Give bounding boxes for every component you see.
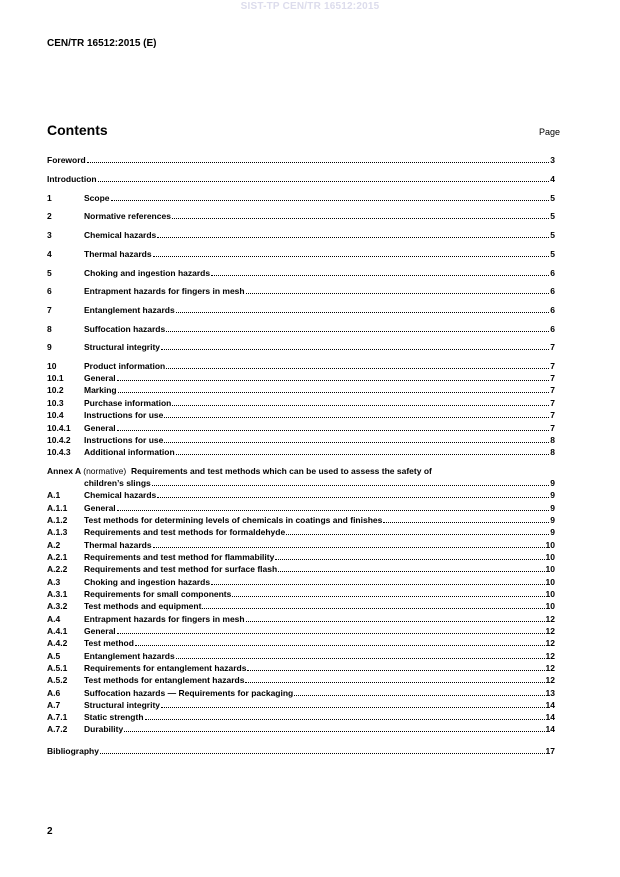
annex-qualifier: (normative) [83, 466, 127, 476]
dot-leader [166, 361, 549, 369]
toc-entry[interactable] [47, 700, 555, 711]
toc-entry-label: Normative references [84, 211, 171, 221]
toc-entry-page: 14 [545, 712, 555, 722]
toc-entry-number: 10.4 [47, 410, 64, 420]
toc-entry[interactable] [47, 373, 555, 384]
toc-entry-label: Introduction [47, 174, 97, 184]
toc-entry-page: 17 [545, 746, 555, 756]
toc-entry-page: 9 [550, 478, 555, 488]
toc-entry-number: A.3.1 [47, 589, 68, 599]
toc-entry[interactable] [47, 385, 555, 396]
toc-entry-page: 12 [545, 614, 555, 624]
toc-entry[interactable] [47, 552, 555, 563]
toc-entry-number: 3 [47, 230, 52, 240]
toc-entry[interactable] [47, 651, 555, 662]
toc-entry-number: A.2.2 [47, 564, 68, 574]
toc-entry[interactable] [47, 564, 555, 575]
dot-leader [275, 552, 544, 560]
toc-entry-number: 4 [47, 249, 52, 259]
dot-leader [153, 540, 545, 548]
toc-entry[interactable] [47, 155, 555, 166]
toc-entry[interactable] [47, 398, 555, 409]
toc-entry-page: 14 [545, 700, 555, 710]
toc-entry-label: General [84, 626, 116, 636]
toc-entry-number: A.3.2 [47, 601, 68, 611]
toc-entry-label: Entanglement hazards [84, 305, 175, 315]
toc-entry-number: A.4.2 [47, 638, 68, 648]
toc-entry-page: 4 [550, 174, 555, 184]
toc-entry-number: A.5.2 [47, 675, 68, 685]
toc-entry-label: Suffocation hazards — Requirements for packaging [84, 688, 294, 698]
toc-entry[interactable] [47, 527, 555, 538]
toc-entry-number: A.2 [47, 540, 61, 550]
toc-entry-number: A.7.2 [47, 724, 68, 734]
toc-entry-page: 7 [550, 423, 555, 433]
annex-a-heading[interactable] [47, 466, 432, 476]
page-title: Contents [47, 122, 108, 138]
toc-entry-page: 12 [545, 651, 555, 661]
dot-leader [87, 155, 550, 163]
toc-entry[interactable] [47, 577, 555, 588]
dot-leader [111, 193, 550, 201]
toc-entry-label: Test methods for entanglement hazards [84, 675, 245, 685]
dot-leader [232, 589, 544, 597]
dot-leader [164, 410, 549, 418]
toc-entry[interactable] [47, 724, 555, 735]
toc-entry-number: 6 [47, 286, 52, 296]
toc-entry-label: Choking and ingestion hazards [84, 577, 211, 587]
dot-leader [278, 564, 544, 572]
toc-entry-label: Entrapment hazards for fingers in mesh [84, 286, 245, 296]
toc-entry-label: Entrapment hazards for fingers in mesh [84, 614, 245, 624]
toc-entry-number: A.2.1 [47, 552, 68, 562]
toc-entry-page: 12 [545, 638, 555, 648]
toc-entry-number: A.1 [47, 490, 61, 500]
toc-entry[interactable] [47, 342, 555, 353]
dot-leader [211, 268, 549, 276]
dot-leader [157, 230, 549, 238]
toc-entry-number: A.6 [47, 688, 61, 698]
toc-entry-number: A.5 [47, 651, 61, 661]
toc-entry-number: A.1.3 [47, 527, 68, 537]
dot-leader [211, 577, 544, 585]
toc-entry[interactable] [47, 712, 555, 723]
dot-leader [176, 651, 545, 659]
page-column-label: Page [539, 127, 561, 137]
toc-entry[interactable] [47, 286, 555, 297]
toc-entry-label: Instructions for use [84, 410, 164, 420]
toc-entry-page: 7 [550, 410, 555, 420]
toc-entry[interactable] [47, 193, 555, 204]
annex-title-line1: Requirements and test methods which can be used to assess the safety of [130, 466, 432, 476]
dot-leader [246, 286, 550, 294]
toc-entry-label: Marking [84, 385, 117, 395]
dot-leader [117, 626, 545, 634]
toc-entry-number: A.1.2 [47, 515, 68, 525]
toc-entry[interactable] [47, 230, 555, 241]
toc-entry-label: Suffocation hazards [84, 324, 166, 334]
toc-entry[interactable] [47, 305, 555, 316]
dot-leader [145, 712, 545, 720]
toc-entry-number: A.3 [47, 577, 61, 587]
toc-entry-label: Structural integrity [84, 700, 161, 710]
toc-entry-number: 8 [47, 324, 52, 334]
toc-entry-label: Requirements and test method for flammability [84, 552, 275, 562]
toc-entry[interactable] [47, 249, 555, 260]
toc-entry[interactable] [47, 601, 555, 612]
dot-leader [117, 503, 550, 511]
toc-entry[interactable] [47, 361, 555, 372]
toc-entry-number: 7 [47, 305, 52, 315]
toc-entry-label: Foreword [47, 155, 86, 165]
dot-leader [166, 324, 549, 332]
toc-entry[interactable] [47, 435, 555, 446]
toc-entry-label: Requirements and test method for surface flash [84, 564, 278, 574]
page-number: 2 [47, 826, 53, 837]
toc-entry[interactable] [47, 490, 555, 501]
dot-leader [294, 688, 544, 696]
toc-entry-page: 9 [550, 503, 555, 513]
toc-entry-number: A.4.1 [47, 626, 68, 636]
toc-entry-label: Entanglement hazards [84, 651, 175, 661]
toc-entry-label: children’s slings [84, 478, 151, 488]
dot-leader [245, 675, 544, 683]
toc-entry-label: Scope [84, 193, 110, 203]
toc-entry[interactable] [47, 540, 555, 551]
toc-entry-page: 7 [550, 385, 555, 395]
toc-entry[interactable] [47, 746, 555, 757]
toc-entry-number: 10.4.3 [47, 447, 71, 457]
toc-entry-page: 14 [545, 724, 555, 734]
dot-leader [118, 385, 550, 393]
dot-leader [286, 527, 549, 535]
toc-entry[interactable] [47, 478, 555, 489]
toc-entry-label: Choking and ingestion hazards [84, 268, 211, 278]
toc-entry[interactable] [47, 503, 555, 514]
toc-entry-page: 8 [550, 435, 555, 445]
document-id: CEN/TR 16512:2015 (E) [47, 38, 157, 49]
dot-leader [124, 724, 544, 732]
dot-leader [176, 305, 550, 313]
toc-entry-label: Chemical hazards [84, 490, 157, 500]
toc-entry-page: 7 [550, 342, 555, 352]
toc-entry[interactable] [47, 626, 555, 637]
toc-entry-label: Additional information [84, 447, 175, 457]
toc-entry-number: A.7 [47, 700, 61, 710]
toc-entry-number: 10.3 [47, 398, 64, 408]
toc-entry[interactable] [47, 211, 555, 222]
toc-entry-label: Requirements and test methods for formaldehyde [84, 527, 286, 537]
toc-entry-number: 9 [47, 342, 52, 352]
dot-leader [246, 614, 545, 622]
watermark: SIST-TP CEN/TR 16512:2015 [240, 1, 380, 12]
toc-entry-number: 10 [47, 361, 57, 371]
toc-entry-page: 6 [550, 305, 555, 315]
toc-entry-page: 5 [550, 211, 555, 221]
dot-leader [117, 423, 550, 431]
toc-entry-page: 12 [545, 626, 555, 636]
toc-entry[interactable] [47, 675, 555, 686]
toc-entry-label: Chemical hazards [84, 230, 157, 240]
toc-entry-label: Requirements for small components [84, 589, 232, 599]
toc-entry-page: 6 [550, 286, 555, 296]
toc-entry-label: General [84, 373, 116, 383]
toc-entry-page: 10 [545, 552, 555, 562]
toc-entry[interactable] [47, 423, 555, 434]
toc-entry[interactable] [47, 515, 555, 526]
toc-entry-number: 10.4.2 [47, 435, 71, 445]
dot-leader [153, 249, 550, 257]
toc-entry-page: 9 [550, 527, 555, 537]
toc-entry-number: 10.4.1 [47, 423, 71, 433]
toc-entry-number: A.1.1 [47, 503, 68, 513]
toc-entry[interactable] [47, 447, 555, 458]
dot-leader [161, 342, 549, 350]
toc-entry-label: Test methods for determining levels of chemicals in coatings and finishes [84, 515, 383, 525]
toc-entry-page: 6 [550, 324, 555, 334]
dot-leader [98, 174, 550, 182]
toc-entry[interactable] [47, 663, 555, 674]
toc-entry-page: 9 [550, 490, 555, 500]
toc-entry[interactable] [47, 268, 555, 279]
toc-entry-page: 3 [550, 155, 555, 165]
dot-leader [176, 447, 550, 455]
toc-entry-label: Thermal hazards [84, 540, 152, 550]
dot-leader [117, 373, 550, 381]
toc-entry-label: Structural integrity [84, 342, 161, 352]
toc-entry-number: A.5.1 [47, 663, 68, 673]
toc-entry[interactable] [47, 174, 555, 185]
toc-entry-page: 7 [550, 398, 555, 408]
toc-entry-label: Test methods and equipment [84, 601, 202, 611]
toc-entry-page: 9 [550, 515, 555, 525]
toc-entry[interactable] [47, 410, 555, 421]
dot-leader [100, 746, 545, 754]
toc-entry-page: 10 [545, 564, 555, 574]
dot-leader [172, 398, 549, 406]
toc-entry-page: 5 [550, 230, 555, 240]
toc-entry-page: 7 [550, 373, 555, 383]
toc-entry-page: 12 [545, 675, 555, 685]
toc-entry-page: 10 [545, 577, 555, 587]
dot-leader [157, 490, 549, 498]
toc-entry-page: 10 [545, 589, 555, 599]
toc-entry-page: 7 [550, 361, 555, 371]
dot-leader [161, 700, 544, 708]
toc-entry-label: Purchase information [84, 398, 172, 408]
toc-entry-number: 10.1 [47, 373, 64, 383]
dot-leader [164, 435, 549, 443]
toc-entry-label: Product information [84, 361, 166, 371]
toc-entry-label: General [84, 503, 116, 513]
toc-entry-number: 2 [47, 211, 52, 221]
toc-entry-page: 12 [545, 663, 555, 673]
toc-entry-label: Requirements for entanglement hazards [84, 663, 247, 673]
annex-prefix: Annex A [47, 466, 81, 476]
toc-entry[interactable] [47, 324, 555, 335]
toc-entry-number: A.7.1 [47, 712, 68, 722]
toc-entry-number: 5 [47, 268, 52, 278]
toc-entry-label: General [84, 423, 116, 433]
toc-entry-page: 5 [550, 249, 555, 259]
toc-entry-label: Instructions for use [84, 435, 164, 445]
toc-entry[interactable] [47, 614, 555, 625]
dot-leader [172, 211, 549, 219]
toc-entry-label: Test method [84, 638, 134, 648]
toc-entry-number: A.4 [47, 614, 61, 624]
toc-entry-page: 6 [550, 268, 555, 278]
toc-entry-number: 1 [47, 193, 52, 203]
toc-entry[interactable] [47, 589, 555, 600]
toc-entry-label: Thermal hazards [84, 249, 152, 259]
toc-entry-label: Bibliography [47, 746, 99, 756]
toc-entry-page: 10 [545, 540, 555, 550]
dot-leader [383, 515, 549, 523]
toc-entry-page: 8 [550, 447, 555, 457]
dot-leader [247, 663, 544, 671]
dot-leader [202, 601, 544, 609]
toc-entry[interactable] [47, 688, 555, 699]
dot-leader [135, 638, 545, 646]
toc-entry-page: 13 [545, 688, 555, 698]
toc-entry-label: Static strength [84, 712, 144, 722]
dot-leader [152, 478, 550, 486]
toc-entry-number: 10.2 [47, 385, 64, 395]
toc-entry[interactable] [47, 638, 555, 649]
toc-entry-label: Durability [84, 724, 124, 734]
toc-entry-page: 5 [550, 193, 555, 203]
toc-entry-page: 10 [545, 601, 555, 611]
